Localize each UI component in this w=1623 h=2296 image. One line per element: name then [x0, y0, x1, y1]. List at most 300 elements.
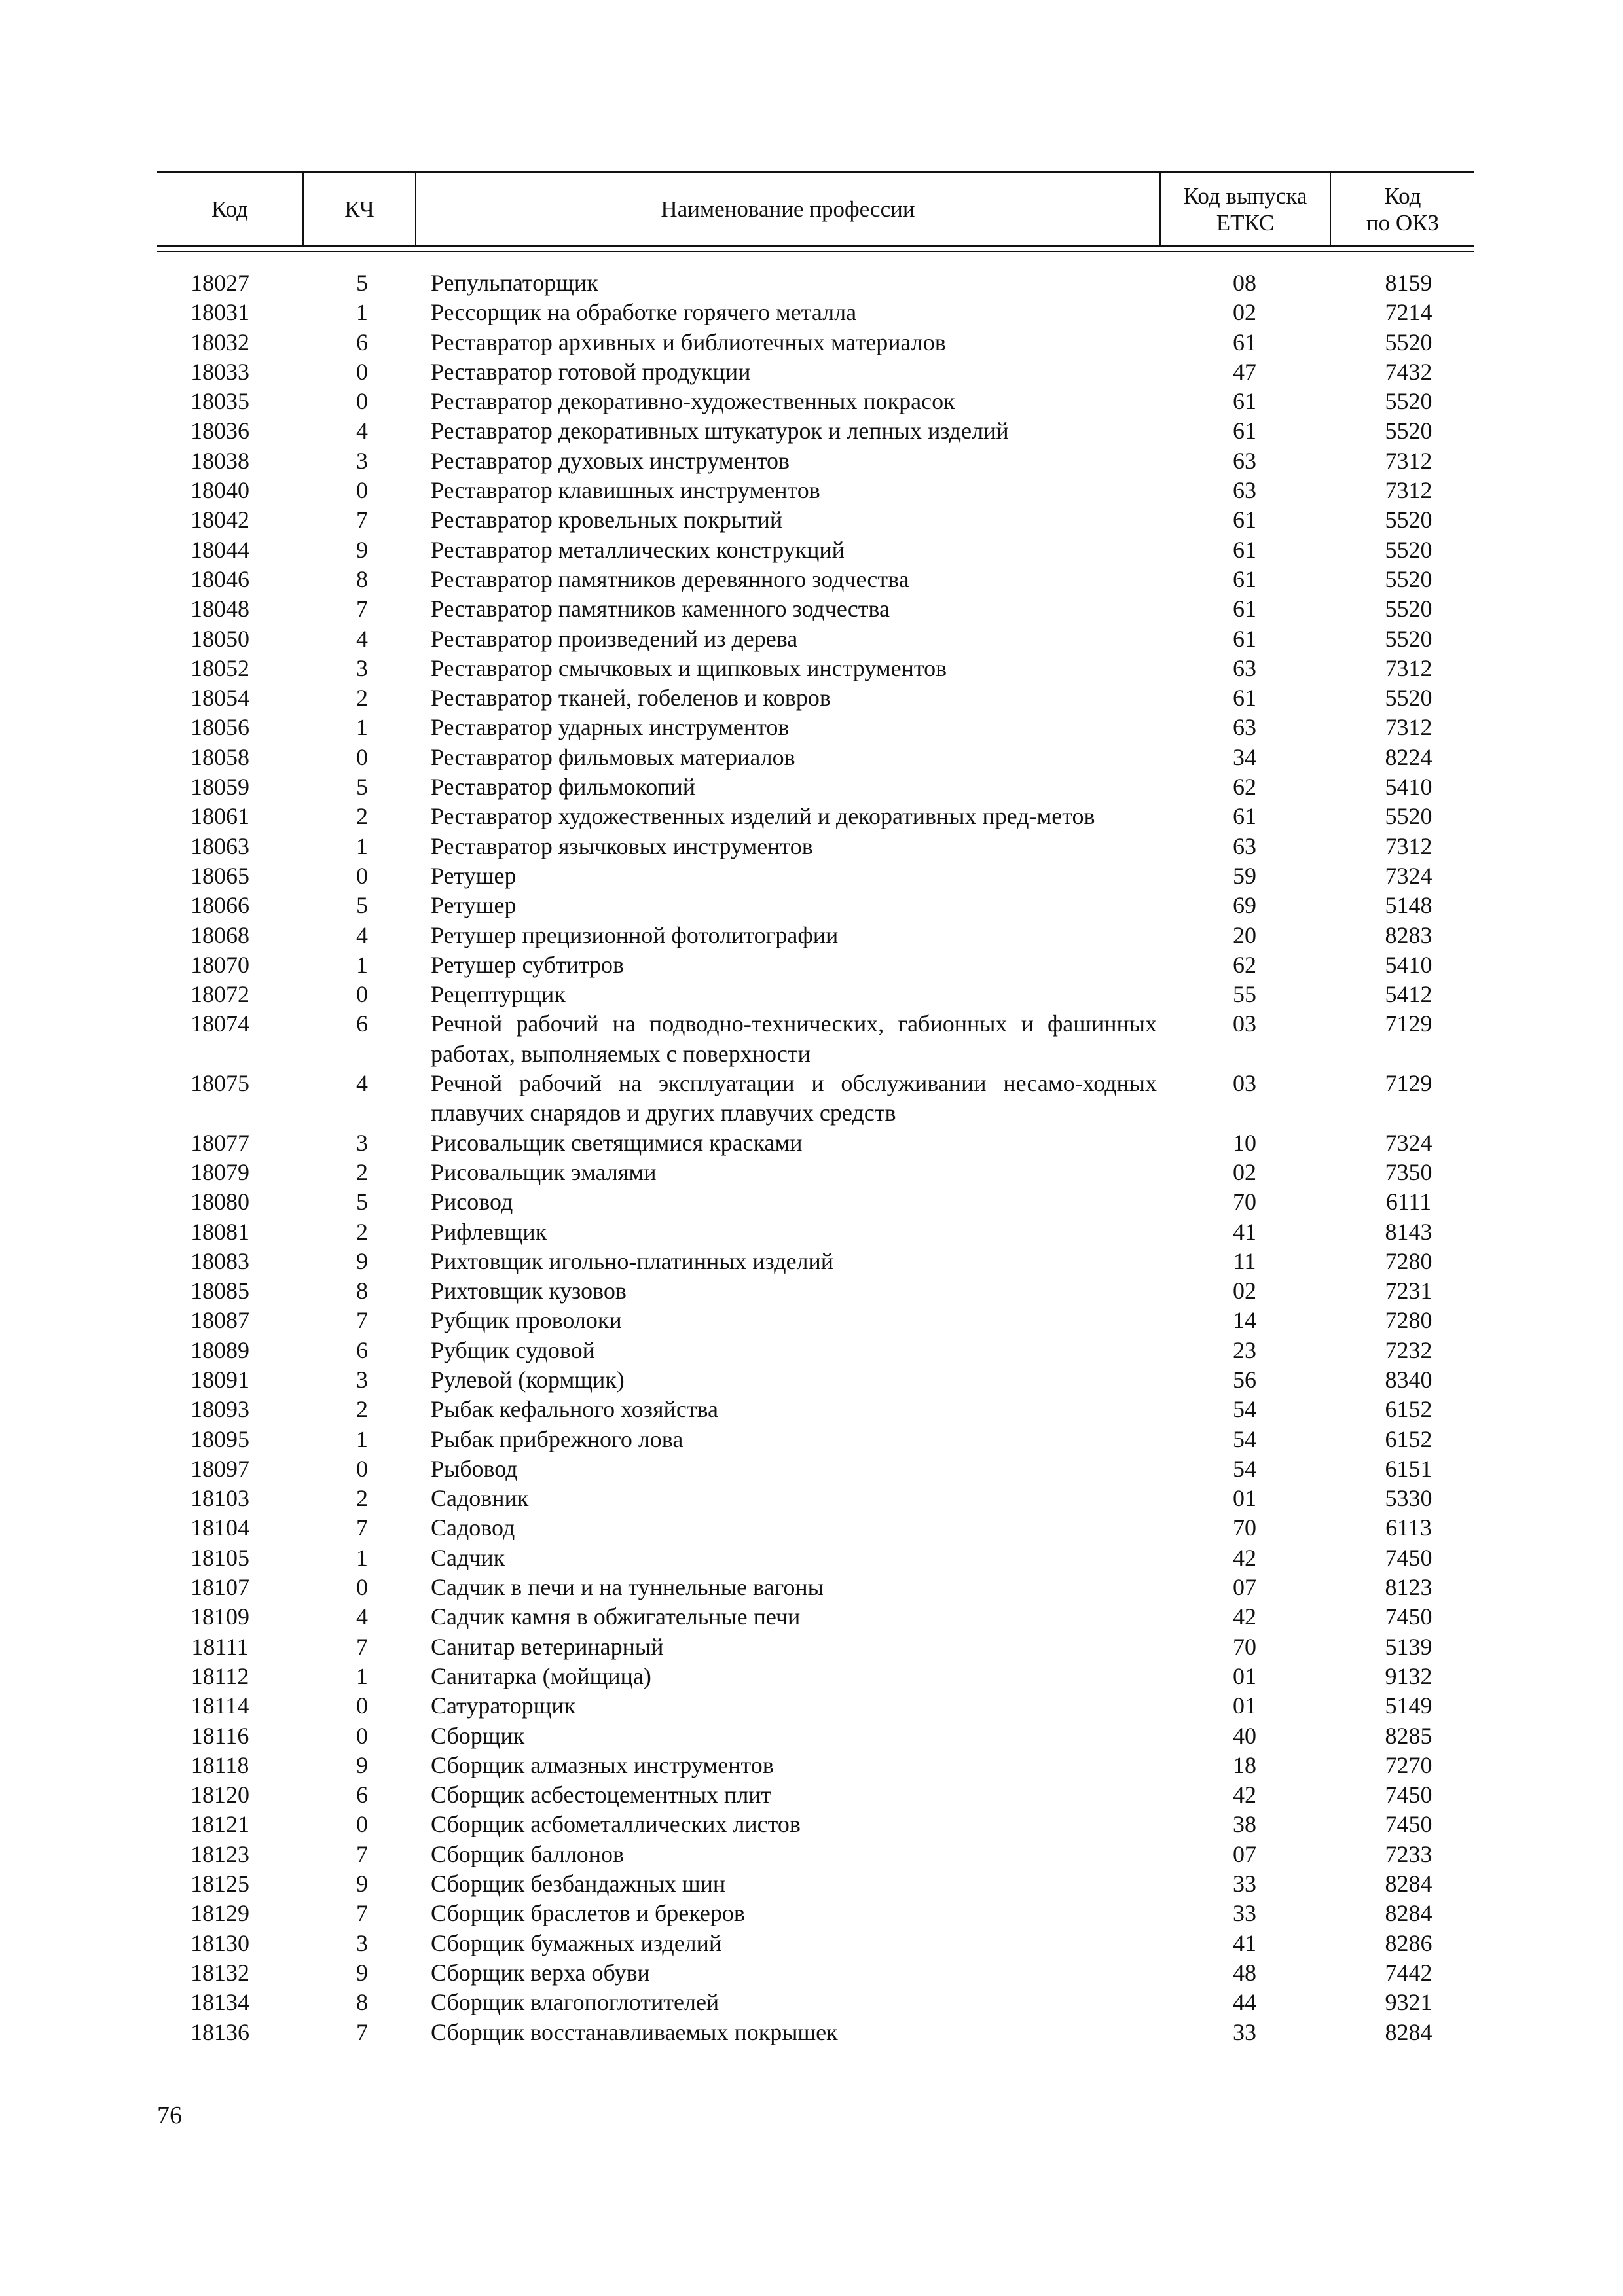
cell-okz: 6111: [1385, 1189, 1432, 1215]
cell-kod: 18111: [191, 1633, 249, 1660]
table-row: [157, 1187, 1474, 1217]
cell-etks: 03: [1233, 1070, 1256, 1097]
table-row: [157, 1751, 1474, 1780]
cell-kod: 18033: [191, 358, 249, 385]
cell-kch: 0: [356, 358, 368, 385]
cell-etks: 55: [1233, 981, 1256, 1008]
cell-name: Рубщик судовой: [431, 1336, 595, 1363]
cell-name: Рифлевщик: [431, 1218, 547, 1245]
cell-kch: 6: [356, 1336, 368, 1363]
cell-kod: 18050: [191, 625, 249, 652]
cell-etks: 20: [1233, 922, 1256, 948]
cell-kod: 18077: [191, 1129, 249, 1156]
cell-kch: 0: [356, 1574, 368, 1601]
cell-name: Садчик: [431, 1544, 505, 1571]
cell-etks: 10: [1233, 1129, 1256, 1156]
cell-etks: 23: [1233, 1336, 1256, 1363]
cell-kod: 18038: [191, 447, 249, 474]
cell-etks: 54: [1233, 1455, 1256, 1482]
cell-kod: 18065: [191, 862, 249, 889]
table-row: [157, 1306, 1474, 1335]
cell-etks: 40: [1233, 1722, 1256, 1749]
cell-name: Реставратор ударных инструментов: [431, 714, 790, 741]
cell-okz: 7280: [1385, 1247, 1432, 1274]
cell-name: Реставратор смычковых и щипковых инструментов: [431, 655, 947, 681]
cell-kod: 18118: [191, 1751, 249, 1778]
table-row: [157, 1662, 1474, 1691]
cell-name: Реставратор памятников каменного зодчества: [431, 596, 890, 622]
cell-kod: 18031: [191, 299, 249, 326]
cell-okz: 7312: [1385, 477, 1432, 504]
cell-name: Реставратор язычковых инструментов: [431, 833, 813, 859]
table-row: [157, 1958, 1474, 1988]
cell-name: Рисовальщик светящимися красками: [431, 1129, 803, 1156]
table-row: [157, 268, 1474, 298]
cell-kch: 0: [356, 388, 368, 415]
profession-table: [157, 171, 1474, 2047]
cell-okz: 7270: [1385, 1751, 1432, 1778]
cell-name: Ретушер прецизионной фотолитографии: [431, 922, 839, 948]
table-row: [157, 1721, 1474, 1751]
cell-etks: 07: [1233, 1840, 1256, 1867]
cell-etks: 63: [1233, 655, 1256, 681]
cell-name: Санитар ветеринарный: [431, 1633, 664, 1660]
cell-kod: 18052: [191, 655, 249, 681]
cell-kch: 4: [356, 1604, 368, 1630]
cell-etks: 38: [1233, 1811, 1256, 1838]
cell-name: Ретушер: [431, 892, 517, 919]
cell-okz: 5412: [1385, 981, 1432, 1008]
cell-kod: 18112: [191, 1662, 249, 1689]
table-row: [157, 1988, 1474, 2017]
cell-kch: 8: [356, 1278, 368, 1304]
cell-etks: 42: [1233, 1544, 1256, 1571]
cell-okz: 8284: [1385, 2018, 1432, 2045]
cell-name: Ретушер: [431, 862, 517, 889]
cell-etks: 03: [1233, 1011, 1256, 1037]
cell-etks: 33: [1233, 1900, 1256, 1927]
cell-kch: 7: [356, 1840, 368, 1867]
cell-okz: 7450: [1385, 1544, 1432, 1571]
header-kod: Код: [211, 196, 248, 223]
cell-kod: 18107: [191, 1574, 249, 1601]
cell-etks: 07: [1233, 1574, 1256, 1601]
cell-okz: 6152: [1385, 1426, 1432, 1452]
cell-name: Реставратор произведений из дерева: [431, 625, 798, 652]
cell-kod: 18121: [191, 1811, 249, 1838]
cell-okz: 8143: [1385, 1218, 1432, 1245]
cell-kch: 3: [356, 447, 368, 474]
cell-kch: 0: [356, 477, 368, 504]
cell-name: Речной рабочий на эксплуатации и обслуживании несамо-ходных плавучих снарядов и других плавучих средств: [431, 1070, 1157, 1126]
cell-kch: 0: [356, 981, 368, 1008]
cell-kch: 1: [356, 299, 368, 326]
cell-kch: 9: [356, 536, 368, 563]
cell-kod: 18103: [191, 1485, 249, 1512]
cell-kod: 18059: [191, 774, 249, 800]
cell-okz: 7129: [1385, 1011, 1432, 1037]
table-row: [157, 357, 1474, 387]
cell-kod: 18079: [191, 1158, 249, 1185]
cell-kch: 1: [356, 1426, 368, 1452]
table-row: [157, 624, 1474, 654]
cell-name: Садчик камня в обжигательные печи: [431, 1604, 801, 1630]
table-row: [157, 446, 1474, 476]
cell-kch: 1: [356, 833, 368, 859]
cell-etks: 54: [1233, 1426, 1256, 1452]
cell-okz: 5520: [1385, 507, 1432, 533]
cell-kch: 1: [356, 714, 368, 741]
table-row: [157, 654, 1474, 683]
cell-okz: 7350: [1385, 1158, 1432, 1185]
cell-etks: 42: [1233, 1604, 1256, 1630]
table-row: [157, 1365, 1474, 1395]
cell-name: Реставратор металлических конструкций: [431, 536, 845, 563]
cell-kch: 6: [356, 1011, 368, 1037]
header-etks: Код выпуска ЕТКС: [1159, 173, 1330, 245]
cell-okz: 5410: [1385, 774, 1432, 800]
cell-name: Реставратор тканей, гобеленов и ковров: [431, 685, 831, 711]
cell-kch: 7: [356, 1515, 368, 1541]
cell-kch: 2: [356, 1485, 368, 1512]
table-row: [157, 476, 1474, 505]
table-row: [157, 1691, 1474, 1721]
cell-kch: 8: [356, 1989, 368, 2016]
cell-kod: 18046: [191, 565, 249, 592]
cell-kod: 18075: [191, 1070, 249, 1097]
cell-kch: 4: [356, 625, 368, 652]
cell-kch: 1: [356, 1662, 368, 1689]
cell-etks: 01: [1233, 1485, 1256, 1512]
cell-okz: 5410: [1385, 951, 1432, 978]
cell-kod: 18104: [191, 1515, 249, 1541]
table-row: [157, 2018, 1474, 2047]
cell-kod: 18114: [191, 1693, 249, 1719]
table-row: [157, 1009, 1474, 1069]
cell-kch: 7: [356, 507, 368, 533]
table-row: [157, 891, 1474, 920]
cell-okz: 7280: [1385, 1307, 1432, 1334]
cell-etks: 11: [1233, 1247, 1256, 1274]
cell-etks: 02: [1233, 1278, 1256, 1304]
table-row: [157, 298, 1474, 327]
table-row: [157, 1128, 1474, 1158]
cell-kod: 18093: [191, 1396, 249, 1423]
cell-okz: 6113: [1385, 1515, 1432, 1541]
cell-okz: 7232: [1385, 1336, 1432, 1363]
cell-etks: 69: [1233, 892, 1256, 919]
cell-etks: 63: [1233, 477, 1256, 504]
cell-kch: 9: [356, 1959, 368, 1986]
cell-etks: 48: [1233, 1959, 1256, 1986]
cell-etks: 63: [1233, 447, 1256, 474]
table-row: [157, 1543, 1474, 1573]
cell-okz: 5520: [1385, 329, 1432, 355]
cell-name: Реставратор духовых инструментов: [431, 447, 790, 474]
cell-kod: 18132: [191, 1959, 249, 1986]
cell-name: Сборщик восстанавливаемых покрышек: [431, 2018, 838, 2045]
table-row: [157, 1810, 1474, 1839]
cell-okz: 8284: [1385, 1871, 1432, 1897]
table-row: [157, 950, 1474, 980]
cell-name: Сборщик браслетов и брекеров: [431, 1900, 745, 1927]
cell-etks: 47: [1233, 358, 1256, 385]
cell-kod: 18040: [191, 477, 249, 504]
cell-etks: 42: [1233, 1782, 1256, 1808]
cell-name: Рисовальщик эмалями: [431, 1158, 657, 1185]
cell-name: Рессорщик на обработке горячего металла: [431, 299, 857, 326]
cell-name: Ретушер субтитров: [431, 951, 624, 978]
cell-kod: 18054: [191, 685, 249, 711]
cell-kod: 18134: [191, 1989, 249, 2016]
cell-etks: 70: [1233, 1515, 1256, 1541]
table-row: [157, 713, 1474, 742]
cell-kod: 18085: [191, 1278, 249, 1304]
cell-name: Сборщик баллонов: [431, 1840, 625, 1867]
cell-okz: 7214: [1385, 299, 1432, 326]
cell-kch: 3: [356, 655, 368, 681]
cell-okz: 8284: [1385, 1900, 1432, 1927]
cell-okz: 8285: [1385, 1722, 1432, 1749]
cell-name: Садчик в печи и на туннельные вагоны: [431, 1574, 824, 1601]
cell-etks: 02: [1233, 299, 1256, 326]
page-number: 76: [157, 2102, 182, 2129]
cell-kch: 0: [356, 1693, 368, 1719]
cell-kch: 1: [356, 951, 368, 978]
table-row: [157, 1454, 1474, 1484]
cell-kod: 18125: [191, 1871, 249, 1897]
cell-kch: 3: [356, 1129, 368, 1156]
cell-kch: 9: [356, 1751, 368, 1778]
cell-etks: 41: [1233, 1929, 1256, 1956]
table-row: [157, 1899, 1474, 1928]
cell-kod: 18056: [191, 714, 249, 741]
cell-kod: 18130: [191, 1929, 249, 1956]
cell-okz: 7324: [1385, 1129, 1432, 1156]
cell-okz: 5520: [1385, 596, 1432, 622]
cell-kod: 18066: [191, 892, 249, 919]
cell-kod: 18116: [191, 1722, 249, 1749]
cell-kch: 5: [356, 270, 368, 296]
cell-etks: 63: [1233, 714, 1256, 741]
table-row: [157, 743, 1474, 772]
cell-okz: 7450: [1385, 1811, 1432, 1838]
cell-name: Рубщик проволоки: [431, 1307, 622, 1334]
cell-okz: 8286: [1385, 1929, 1432, 1956]
cell-kch: 4: [356, 922, 368, 948]
cell-etks: 61: [1233, 625, 1256, 652]
cell-name: Сборщик влагопоглотителей: [431, 1989, 720, 2016]
cell-etks: 61: [1233, 507, 1256, 533]
cell-kch: 2: [356, 803, 368, 830]
cell-kod: 18129: [191, 1900, 249, 1927]
cell-kch: 5: [356, 1189, 368, 1215]
cell-name: Рыбовод: [431, 1455, 518, 1482]
cell-okz: 7129: [1385, 1070, 1432, 1097]
table-row: [157, 1217, 1474, 1247]
cell-kch: 4: [356, 1070, 368, 1097]
cell-name: Сборщик алмазных инструментов: [431, 1751, 774, 1778]
cell-kod: 18074: [191, 1011, 249, 1037]
table-row: [157, 832, 1474, 861]
cell-kod: 18087: [191, 1307, 249, 1334]
cell-kod: 18042: [191, 507, 249, 533]
cell-okz: 7442: [1385, 1959, 1432, 1986]
cell-etks: 61: [1233, 596, 1256, 622]
cell-kod: 18080: [191, 1189, 249, 1215]
table-row: [157, 387, 1474, 416]
cell-name: Садовник: [431, 1485, 529, 1512]
cell-name: Реставратор художественных изделий и декоративных пред-метов: [431, 803, 1095, 830]
cell-etks: 33: [1233, 1871, 1256, 1897]
cell-kch: 4: [356, 418, 368, 444]
header-name: Наименование профессии: [415, 173, 1159, 245]
cell-kod: 18083: [191, 1247, 249, 1274]
table-row: [157, 1336, 1474, 1365]
cell-etks: 70: [1233, 1633, 1256, 1660]
cell-kch: 6: [356, 329, 368, 355]
cell-kod: 18036: [191, 418, 249, 444]
cell-kod: 18072: [191, 981, 249, 1008]
cell-kod: 18044: [191, 536, 249, 563]
cell-etks: 01: [1233, 1662, 1256, 1689]
table-row: [157, 683, 1474, 713]
cell-etks: 61: [1233, 536, 1256, 563]
table-row: [157, 505, 1474, 535]
table-row: [157, 1395, 1474, 1424]
cell-name: Рыбак кефального хозяйства: [431, 1396, 719, 1423]
cell-kch: 3: [356, 1929, 368, 1956]
cell-kod: 18089: [191, 1336, 249, 1363]
cell-okz: 7312: [1385, 655, 1432, 681]
cell-name: Сборщик асбометаллических листов: [431, 1811, 801, 1838]
cell-okz: 5520: [1385, 685, 1432, 711]
cell-etks: 02: [1233, 1158, 1256, 1185]
cell-etks: 61: [1233, 685, 1256, 711]
cell-kod: 18070: [191, 951, 249, 978]
cell-etks: 61: [1233, 803, 1256, 830]
cell-okz: 5520: [1385, 803, 1432, 830]
table-row: [157, 1780, 1474, 1810]
table-row: [157, 1425, 1474, 1454]
cell-okz: 5148: [1385, 892, 1432, 919]
cell-okz: 7450: [1385, 1604, 1432, 1630]
table-row: [157, 416, 1474, 446]
cell-etks: 01: [1233, 1693, 1256, 1719]
cell-kch: 0: [356, 744, 368, 770]
cell-kod: 18105: [191, 1544, 249, 1571]
table-row: [157, 1513, 1474, 1543]
cell-kch: 2: [356, 685, 368, 711]
table-header: [157, 171, 1474, 247]
cell-name: Рецептурщик: [431, 981, 566, 1008]
cell-kod: 18120: [191, 1782, 249, 1808]
cell-okz: 5139: [1385, 1633, 1432, 1660]
cell-okz: 8340: [1385, 1366, 1432, 1393]
table-row: [157, 328, 1474, 357]
cell-etks: 08: [1233, 270, 1256, 296]
table-row: [157, 1632, 1474, 1662]
cell-kod: 18136: [191, 2018, 249, 2045]
cell-okz: 8283: [1385, 922, 1432, 948]
cell-kod: 18123: [191, 1840, 249, 1867]
table-row: [157, 565, 1474, 594]
cell-okz: 7312: [1385, 714, 1432, 741]
cell-kch: 7: [356, 1633, 368, 1660]
cell-okz: 8123: [1385, 1574, 1432, 1601]
cell-okz: 6151: [1385, 1455, 1432, 1482]
cell-name: Репульпаторщик: [431, 270, 598, 296]
cell-name: Реставратор декоративных штукатурок и лепных изделий: [431, 418, 1009, 444]
cell-name: Садовод: [431, 1515, 515, 1541]
cell-etks: 70: [1233, 1189, 1256, 1215]
cell-etks: 33: [1233, 2018, 1256, 2045]
table-row: [157, 1602, 1474, 1632]
cell-okz: 5520: [1385, 625, 1432, 652]
cell-name: Речной рабочий на подводно-технических, габионных и фашинных работах, выполняемых с поверхности: [431, 1011, 1157, 1067]
cell-okz: 5520: [1385, 388, 1432, 415]
cell-name: Реставратор архивных и библиотечных материалов: [431, 329, 946, 355]
cell-etks: 34: [1233, 744, 1256, 770]
cell-okz: 5149: [1385, 1693, 1432, 1719]
table-row: [157, 861, 1474, 891]
cell-kch: 6: [356, 1782, 368, 1808]
header-okz: Код по ОКЗ: [1330, 173, 1474, 245]
cell-okz: 9132: [1385, 1662, 1432, 1689]
cell-kod: 18032: [191, 329, 249, 355]
cell-name: Реставратор памятников деревянного зодчества: [431, 565, 909, 592]
cell-name: Реставратор кровельных покрытий: [431, 507, 783, 533]
cell-okz: 7231: [1385, 1278, 1432, 1304]
table-row: [157, 1069, 1474, 1128]
cell-name: Сборщик верха обуви: [431, 1959, 650, 1986]
table-row: [157, 980, 1474, 1009]
cell-name: Рихтовщик игольно-платинных изделий: [431, 1247, 834, 1274]
cell-etks: 56: [1233, 1366, 1256, 1393]
cell-etks: 44: [1233, 1989, 1256, 2016]
table-row: [157, 802, 1474, 831]
cell-name: Реставратор фильмокопий: [431, 774, 696, 800]
cell-name: Рыбак прибрежного лова: [431, 1426, 684, 1452]
cell-name: Рисовод: [431, 1189, 513, 1215]
cell-okz: 5520: [1385, 536, 1432, 563]
cell-kch: 1: [356, 1544, 368, 1571]
table-row: [157, 1276, 1474, 1306]
cell-okz: 5520: [1385, 565, 1432, 592]
cell-name: Рихтовщик кузовов: [431, 1278, 627, 1304]
cell-okz: 9321: [1385, 1989, 1432, 2016]
table-row: [157, 1484, 1474, 1513]
header-kch: КЧ: [302, 173, 415, 245]
cell-etks: 61: [1233, 418, 1256, 444]
table-body: [157, 247, 1474, 2047]
cell-okz: 5330: [1385, 1485, 1432, 1512]
cell-okz: 8159: [1385, 270, 1432, 296]
cell-name: Реставратор клавишных инструментов: [431, 477, 820, 504]
table-row: [157, 535, 1474, 565]
cell-name: Санитарка (мойщица): [431, 1662, 651, 1689]
cell-kod: 18097: [191, 1455, 249, 1482]
table-row: [157, 1840, 1474, 1869]
cell-kod: 18061: [191, 803, 249, 830]
cell-okz: 7432: [1385, 358, 1432, 385]
cell-okz: 5520: [1385, 418, 1432, 444]
cell-kod: 18095: [191, 1426, 249, 1452]
cell-kch: 7: [356, 596, 368, 622]
cell-kch: 9: [356, 1247, 368, 1274]
cell-okz: 7233: [1385, 1840, 1432, 1867]
table-row: [157, 1158, 1474, 1187]
